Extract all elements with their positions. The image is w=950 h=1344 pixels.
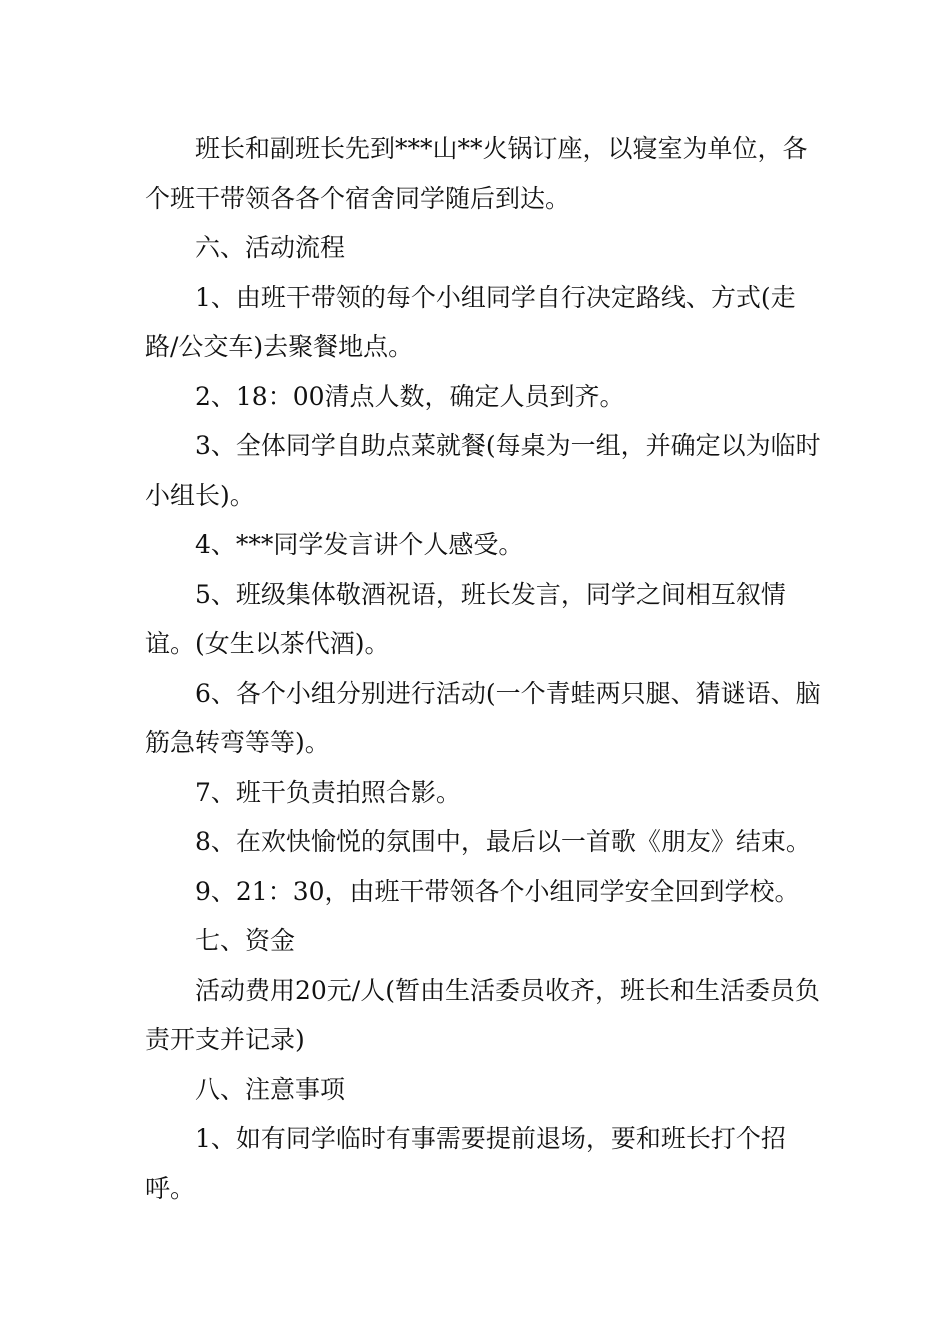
section-heading-process: 六、活动流程 bbox=[195, 233, 346, 262]
section-heading-notes: 八、注意事项 bbox=[195, 1074, 346, 1104]
paragraph-arrival: 班长和副班长先到***山**火锅订座，以寝室为单位，各个班干带领各各个宿舍同学随后到达。 bbox=[145, 134, 808, 213]
process-step-4: 4、***同学发言讲个人感受。 bbox=[195, 530, 524, 559]
process-step-8: 8、在欢快愉悦的氛围中，最后以一首歌《朋友》结束。 bbox=[195, 827, 811, 856]
document-body bbox=[145, 124, 825, 1213]
process-step-7: 7、班干负责拍照合影。 bbox=[195, 777, 461, 807]
process-step-5: 5、班级集体敬酒祝语，班长发言，同学之间相互叙情谊。(女生以茶代酒)。 bbox=[145, 579, 786, 658]
process-step-9: 9、21：30，由班干带领各个小组同学安全回到学校。 bbox=[195, 876, 800, 906]
notes-item-1: 1、如有同学临时有事需要提前退场，要和班长打个招呼。 bbox=[145, 1124, 786, 1203]
funds-paragraph: 活动费用20元/人(暂由生活委员收齐，班长和生活委员负责开支并记录) bbox=[145, 975, 820, 1054]
process-step-2: 2、18：00清点人数，确定人员到齐。 bbox=[195, 381, 625, 411]
process-step-3: 3、全体同学自助点菜就餐(每桌为一组，并确定以为临时小组长)。 bbox=[145, 431, 821, 510]
process-step-1: 1、由班干带领的每个小组同学自行决定路线、方式(走路/公交车)去聚餐地点。 bbox=[145, 282, 796, 361]
section-heading-funds: 七、资金 bbox=[195, 926, 296, 955]
process-step-6: 6、各个小组分别进行活动(一个青蛙两只腿、猜谜语、脑筋急转弯等等)。 bbox=[145, 678, 821, 757]
